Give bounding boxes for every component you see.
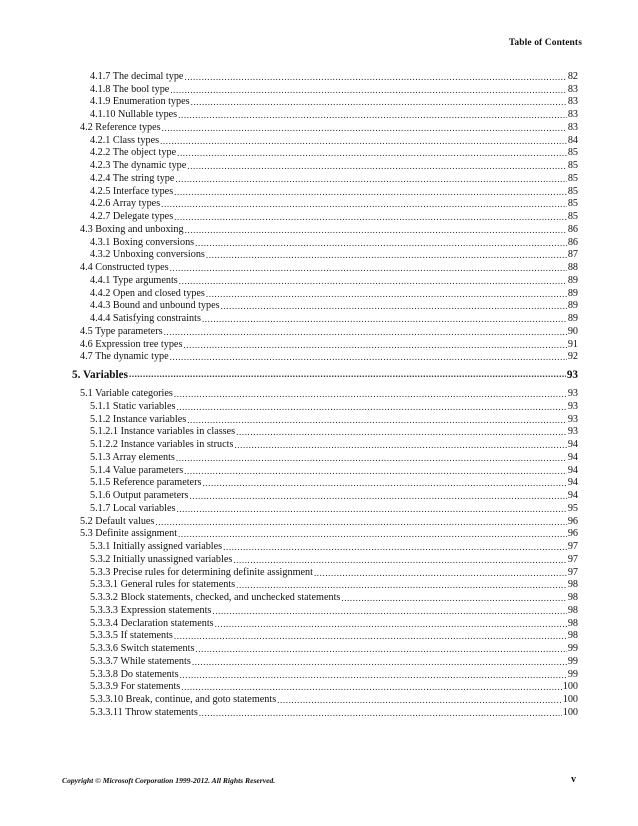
toc-entry[interactable]	[62, 426, 578, 439]
toc-entry[interactable]	[62, 210, 578, 223]
toc-entry[interactable]	[62, 528, 578, 541]
toc-dot-leader	[164, 326, 567, 338]
toc-entry[interactable]	[62, 274, 578, 287]
toc-entry[interactable]	[62, 553, 578, 566]
toc-dot-leader	[175, 173, 566, 185]
toc-entry-title: 4.1.9 Enumeration types	[90, 96, 190, 108]
footer-copyright: Copyright © Microsoft Corporation 1999-2012. All Rights Reserved.	[62, 776, 276, 785]
toc-dot-leader	[174, 186, 567, 198]
toc-entry[interactable]	[62, 338, 578, 351]
toc-entry-title: 5.3.3.7 While statements	[90, 655, 191, 667]
toc-entry-title: 5.3.3.8 Do statements	[90, 668, 179, 680]
toc-dot-leader	[189, 490, 566, 502]
toc-dot-leader	[176, 452, 567, 464]
toc-dot-leader	[195, 237, 567, 249]
toc-entry[interactable]	[62, 387, 578, 400]
toc-entry-title: 5.3.3.1 General rules for statements	[90, 579, 236, 591]
toc-entry-title: 5.1.5 Reference parameters	[90, 477, 202, 489]
toc-entry-page: 84	[567, 134, 578, 146]
toc-dot-leader	[179, 275, 567, 287]
toc-entry-page: 92	[567, 351, 578, 363]
toc-dot-leader	[195, 643, 566, 655]
toc-entry[interactable]	[62, 300, 578, 313]
toc-dot-leader	[170, 262, 567, 274]
toc-entry[interactable]	[62, 413, 578, 426]
toc-entry-page: 88	[567, 262, 578, 273]
toc-entry-page: 93	[567, 388, 578, 399]
toc-entry-title: 5.3.3.5 If statements	[90, 630, 173, 642]
toc-entry-title: 4.2 Reference types	[80, 121, 161, 133]
toc-entry-page: 83	[567, 83, 578, 95]
toc-entry[interactable]	[62, 540, 578, 553]
toc-dot-leader	[192, 656, 567, 668]
toc-entry-title: 4.3.1 Boxing conversions	[90, 236, 195, 248]
toc-entry-title: 5. Variables	[72, 369, 128, 382]
toc-entry[interactable]	[62, 451, 578, 464]
toc-entry-page: 93	[566, 369, 578, 382]
toc-dot-leader	[161, 198, 567, 210]
toc-dot-leader	[170, 351, 567, 363]
toc-entry[interactable]	[62, 489, 578, 502]
toc-entry-page: 99	[567, 668, 578, 680]
toc-entry-title: 5.2 Default values	[80, 515, 155, 527]
toc-entry[interactable]	[62, 681, 578, 694]
toc-entry-title: 5.3.2 Initially unassigned variables	[90, 553, 233, 565]
toc-entry-page: 93	[567, 426, 578, 438]
toc-entry[interactable]	[62, 108, 578, 121]
toc-entry-page: 96	[567, 528, 578, 540]
page-header-title: Table of Contents	[508, 38, 582, 48]
toc-entry-page: 90	[567, 325, 578, 337]
toc-entry-page: 95	[567, 502, 578, 514]
toc-dot-leader	[187, 160, 567, 172]
toc-entry-title: 4.6 Expression tree types	[80, 338, 183, 350]
toc-dot-leader	[191, 96, 567, 108]
toc-dot-leader	[170, 84, 566, 96]
toc-entry-page: 83	[567, 121, 578, 133]
toc-entry-page: 86	[567, 236, 578, 248]
toc-entry[interactable]	[62, 261, 578, 274]
toc-entry-page: 93	[567, 400, 578, 412]
toc-dot-leader	[180, 669, 567, 681]
toc-dot-leader	[129, 369, 566, 381]
toc-dot-leader	[181, 681, 561, 693]
toc-entry-title: 5.3.3.3 Expression statements	[90, 604, 212, 616]
toc-entry[interactable]	[62, 438, 578, 451]
toc-dot-leader	[184, 71, 566, 83]
toc-dot-leader	[233, 554, 567, 566]
toc-entry-page: 94	[567, 477, 578, 489]
toc-dot-leader	[341, 592, 566, 604]
toc-dot-leader	[162, 122, 567, 134]
toc-dot-leader	[174, 211, 567, 223]
toc-entry-title: 5.3 Definite assignment	[80, 528, 178, 540]
toc-entry[interactable]	[62, 83, 578, 96]
toc-entry-page: 97	[567, 566, 578, 578]
toc-entry-page: 86	[567, 223, 578, 235]
toc-entry-page: 82	[567, 70, 578, 82]
toc-entry[interactable]	[62, 223, 578, 236]
toc-entry-page: 87	[567, 249, 578, 261]
toc-entry[interactable]	[62, 96, 578, 109]
toc-dot-leader	[185, 224, 567, 236]
toc-entry-page: 94	[567, 451, 578, 463]
toc-entry[interactable]	[62, 642, 578, 655]
toc-entry[interactable]	[62, 668, 578, 681]
toc-entry[interactable]	[62, 147, 578, 160]
toc-dot-leader	[236, 426, 567, 438]
toc-dot-leader	[206, 288, 567, 300]
toc-entry-title: 5.3.1 Initially assigned variables	[90, 541, 223, 552]
toc-dot-leader	[176, 401, 566, 413]
toc-entry[interactable]	[62, 579, 578, 592]
toc-entry-title: 5.3.3.2 Block statements, checked, and unchecked statements	[90, 592, 341, 603]
toc-entry-page: 98	[567, 592, 578, 603]
toc-dot-leader	[202, 477, 566, 489]
toc-entry[interactable]	[62, 617, 578, 630]
toc-dot-leader	[155, 516, 566, 528]
toc-dot-leader	[202, 313, 567, 325]
toc-dot-leader	[174, 630, 567, 642]
toc-entry-title: 4.1.10 Nullable types	[90, 109, 178, 120]
toc-entry[interactable]	[62, 121, 578, 134]
toc-entry[interactable]	[62, 159, 578, 172]
toc-entry-title: 5.1.2 Instance variables	[90, 413, 187, 425]
toc-entry-page: 100	[562, 706, 578, 718]
toc-entry-page: 89	[567, 274, 578, 286]
toc-entry-title: 4.4.1 Type arguments	[90, 274, 178, 286]
toc-entry-page: 85	[567, 185, 578, 197]
toc-entry-title: 4.1.7 The decimal type	[90, 70, 184, 82]
toc-entry[interactable]	[62, 515, 578, 528]
toc-entry-title: 5.1.2.1 Instance variables in classes	[90, 426, 236, 438]
toc-dot-leader	[178, 109, 567, 121]
toc-entry-page: 93	[567, 413, 578, 425]
toc-entry-page: 100	[562, 694, 578, 705]
toc-dot-leader	[212, 605, 566, 617]
toc-entry-page: 98	[567, 617, 578, 629]
toc-entry-page: 94	[567, 464, 578, 476]
toc-entry-page: 85	[567, 211, 578, 222]
toc-entry-title: 5.3.3 Precise rules for determining definite assignment	[90, 566, 313, 578]
toc-entry-page: 85	[567, 160, 578, 171]
toc-entry-page: 85	[567, 198, 578, 210]
toc-entry-title: 5.3.3.6 Switch statements	[90, 643, 195, 654]
toc-entry-title: 4.2.5 Interface types	[90, 185, 174, 197]
toc-dot-leader	[223, 541, 567, 553]
toc-entry-title: 4.2.6 Array types	[90, 198, 161, 210]
toc-dot-leader	[277, 694, 562, 706]
toc-entry-page: 94	[567, 439, 578, 450]
toc-entry-title: 4.4 Constructed types	[80, 262, 169, 273]
toc-entry[interactable]	[62, 655, 578, 668]
toc-entry-title: 4.2.4 The string type	[90, 172, 175, 184]
toc-entry-page: 83	[567, 109, 578, 120]
toc-dot-leader	[174, 388, 567, 400]
toc-entry[interactable]	[62, 249, 578, 262]
toc-entry-title: 4.2.1 Class types	[90, 134, 160, 146]
toc-entry[interactable]	[62, 464, 578, 477]
toc-entry[interactable]	[62, 312, 578, 325]
toc-entry-page: 85	[567, 147, 578, 159]
toc-entry-page: 98	[567, 579, 578, 591]
toc-entry-page: 89	[567, 313, 578, 324]
toc-entry-title: 5.1.7 Local variables	[90, 502, 176, 514]
toc-entry-page: 99	[567, 655, 578, 667]
table-of-contents	[62, 70, 578, 719]
toc-entry-title: 5.3.3.10 Break, continue, and goto statements	[90, 694, 277, 705]
toc-dot-leader	[215, 618, 567, 630]
toc-entry-title: 4.2.7 Delegate types	[90, 211, 174, 222]
toc-entry-title: 5.1.3 Array elements	[90, 451, 175, 463]
toc-entry-page: 91	[567, 338, 578, 350]
toc-dot-leader	[183, 339, 566, 351]
toc-dot-leader	[178, 528, 567, 540]
toc-entry[interactable]	[62, 198, 578, 211]
footer-page-number: v	[571, 774, 576, 785]
toc-entry[interactable]	[62, 591, 578, 604]
toc-entry-page: 83	[567, 96, 578, 108]
toc-dot-leader	[234, 439, 566, 451]
toc-entry[interactable]	[62, 706, 578, 719]
toc-entry[interactable]	[62, 134, 578, 147]
toc-dot-leader	[187, 414, 567, 426]
toc-entry-title: 4.3 Boxing and unboxing	[80, 223, 184, 235]
toc-entry-title: 4.3.2 Unboxing conversions	[90, 249, 205, 261]
toc-entry-title: 4.4.2 Open and closed types	[90, 287, 205, 299]
toc-entry[interactable]	[62, 185, 578, 198]
toc-entry-title: 5.1.2.2 Instance variables in structs	[90, 439, 234, 450]
toc-entry-title: 4.1.8 The bool type	[90, 83, 170, 95]
toc-entry[interactable]	[62, 287, 578, 300]
toc-entry-title: 4.5 Type parameters	[80, 325, 163, 337]
toc-entry[interactable]	[62, 351, 578, 364]
toc-entry-page: 94	[567, 490, 578, 501]
toc-dot-leader	[184, 465, 567, 477]
toc-entry-page: 99	[567, 643, 578, 654]
toc-entry-page: 89	[567, 300, 578, 312]
toc-entry[interactable]	[62, 566, 578, 579]
toc-entry-page: 100	[562, 681, 578, 693]
toc-entry[interactable]	[62, 70, 578, 83]
toc-entry-page: 97	[567, 553, 578, 565]
toc-entry-title: 4.2.2 The object type	[90, 147, 177, 159]
toc-dot-leader	[177, 147, 567, 159]
toc-entry[interactable]	[62, 630, 578, 643]
toc-dot-leader	[199, 707, 562, 719]
toc-entry-page: 89	[567, 287, 578, 299]
toc-entry[interactable]	[62, 693, 578, 706]
toc-entry-title: 4.7 The dynamic type	[80, 351, 169, 363]
toc-dot-leader	[314, 567, 567, 579]
toc-dot-leader	[236, 579, 567, 591]
toc-entry[interactable]	[62, 400, 578, 413]
toc-entry-title: 5.3.3.4 Declaration statements	[90, 617, 214, 629]
toc-entry-page: 97	[567, 541, 578, 552]
toc-entry-title: 5.1.1 Static variables	[90, 400, 176, 412]
toc-entry-title: 5.1 Variable categories	[80, 388, 173, 399]
toc-entry-title: 5.1.4 Value parameters	[90, 464, 184, 476]
toc-entry[interactable]	[62, 502, 578, 515]
toc-entry-title: 4.2.3 The dynamic type	[90, 160, 187, 171]
toc-entry[interactable]	[62, 363, 578, 387]
toc-entry-title: 5.1.6 Output parameters	[90, 490, 189, 501]
toc-dot-leader	[160, 135, 567, 147]
toc-entry-page: 85	[567, 172, 578, 184]
toc-entry[interactable]	[62, 604, 578, 617]
toc-entry-title: 4.4.4 Satisfying constraints	[90, 313, 201, 324]
toc-entry[interactable]	[62, 236, 578, 249]
toc-entry-page: 98	[567, 604, 578, 616]
toc-entry-title: 4.4.3 Bound and unbound types	[90, 300, 220, 312]
toc-entry-page: 98	[567, 630, 578, 642]
toc-entry[interactable]	[62, 477, 578, 490]
toc-dot-leader	[221, 300, 567, 312]
toc-entry-page: 96	[567, 515, 578, 527]
toc-entry-title: 5.3.3.11 Throw statements	[90, 706, 198, 718]
toc-dot-leader	[176, 503, 566, 515]
toc-entry-title: 5.3.3.9 For statements	[90, 681, 181, 693]
toc-entry[interactable]	[62, 325, 578, 338]
toc-dot-leader	[206, 249, 567, 261]
toc-entry[interactable]	[62, 172, 578, 185]
